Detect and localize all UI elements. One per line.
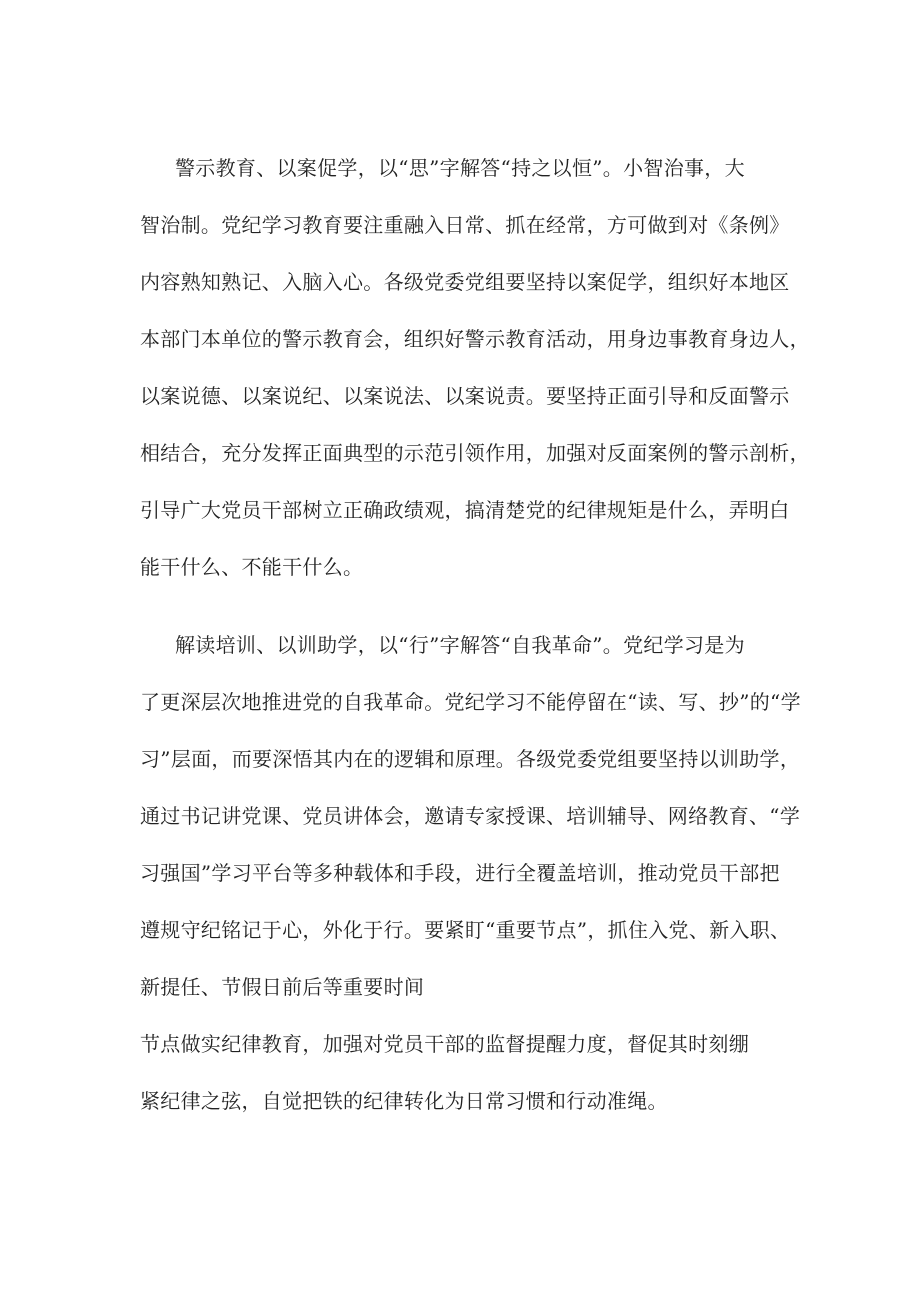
paragraph-1-line-4: 本部门本单位的警示教育会，组织好警示教育活动，用身边事教育身边人， xyxy=(140,327,810,351)
paragraph-2-line-4: 通过书记讲党课、党员讲体会，邀请专家授课、培训辅导、网络教育、“学 xyxy=(140,804,801,828)
paragraph-1-line-1: 警示教育、以案促学，以“思”字解答“持之以恒”。小智治事，大 xyxy=(175,156,745,180)
paragraph-1-line-8: 能干什么、不能干什么。 xyxy=(140,555,364,579)
paragraph-2-line-1: 解读培训、以训助学，以“行”字解答“自我革命”。党纪学习是为 xyxy=(175,633,745,657)
paragraph-2-line-2: 了更深层次地推进党的自我革命。党纪学习不能停留在“读、写、抄”的“学 xyxy=(140,690,801,714)
paragraph-1-line-6: 相结合，充分发挥正面典型的示范引领作用，加强对反面案例的警示剖析， xyxy=(140,441,810,465)
paragraph-2-line-5: 习强国”学习平台等多种载体和手段，进行全覆盖培训，推动党员干部把 xyxy=(140,861,780,885)
paragraph-1-line-2: 智治制。党纪学习教育要注重融入日常、抓在经常，方可做到对《条例》 xyxy=(140,213,790,237)
paragraph-1-line-5: 以案说德、以案说纪、以案说法、以案说责。要坚持正面引导和反面警示 xyxy=(140,384,790,408)
paragraph-2-line-3: 习”层面，而要深悟其内在的逻辑和原理。各级党委党组要坚持以训助学， xyxy=(140,747,801,771)
paragraph-2-line-8: 节点做实纪律教育，加强对党员干部的监督提醒力度，督促其时刻绷 xyxy=(140,1032,749,1056)
paragraph-1-line-7: 引导广大党员干部树立正确政绩观，搞清楚党的纪律规矩是什么，弄明白 xyxy=(140,498,790,522)
paragraph-2-line-6: 遵规守纪铭记于心，外化于行。要紧盯“重要节点”，抓住入党、新入职、 xyxy=(140,918,791,942)
paragraph-2-line-7: 新提任、节假日前后等重要时间 xyxy=(140,975,425,999)
paragraph-2-line-9: 紧纪律之弦，自觉把铁的纪律转化为日常习惯和行动准绳。 xyxy=(140,1089,668,1113)
paragraph-1-line-3: 内容熟知熟记、入脑入心。各级党委党组要坚持以案促学，组织好本地区 xyxy=(140,270,790,294)
